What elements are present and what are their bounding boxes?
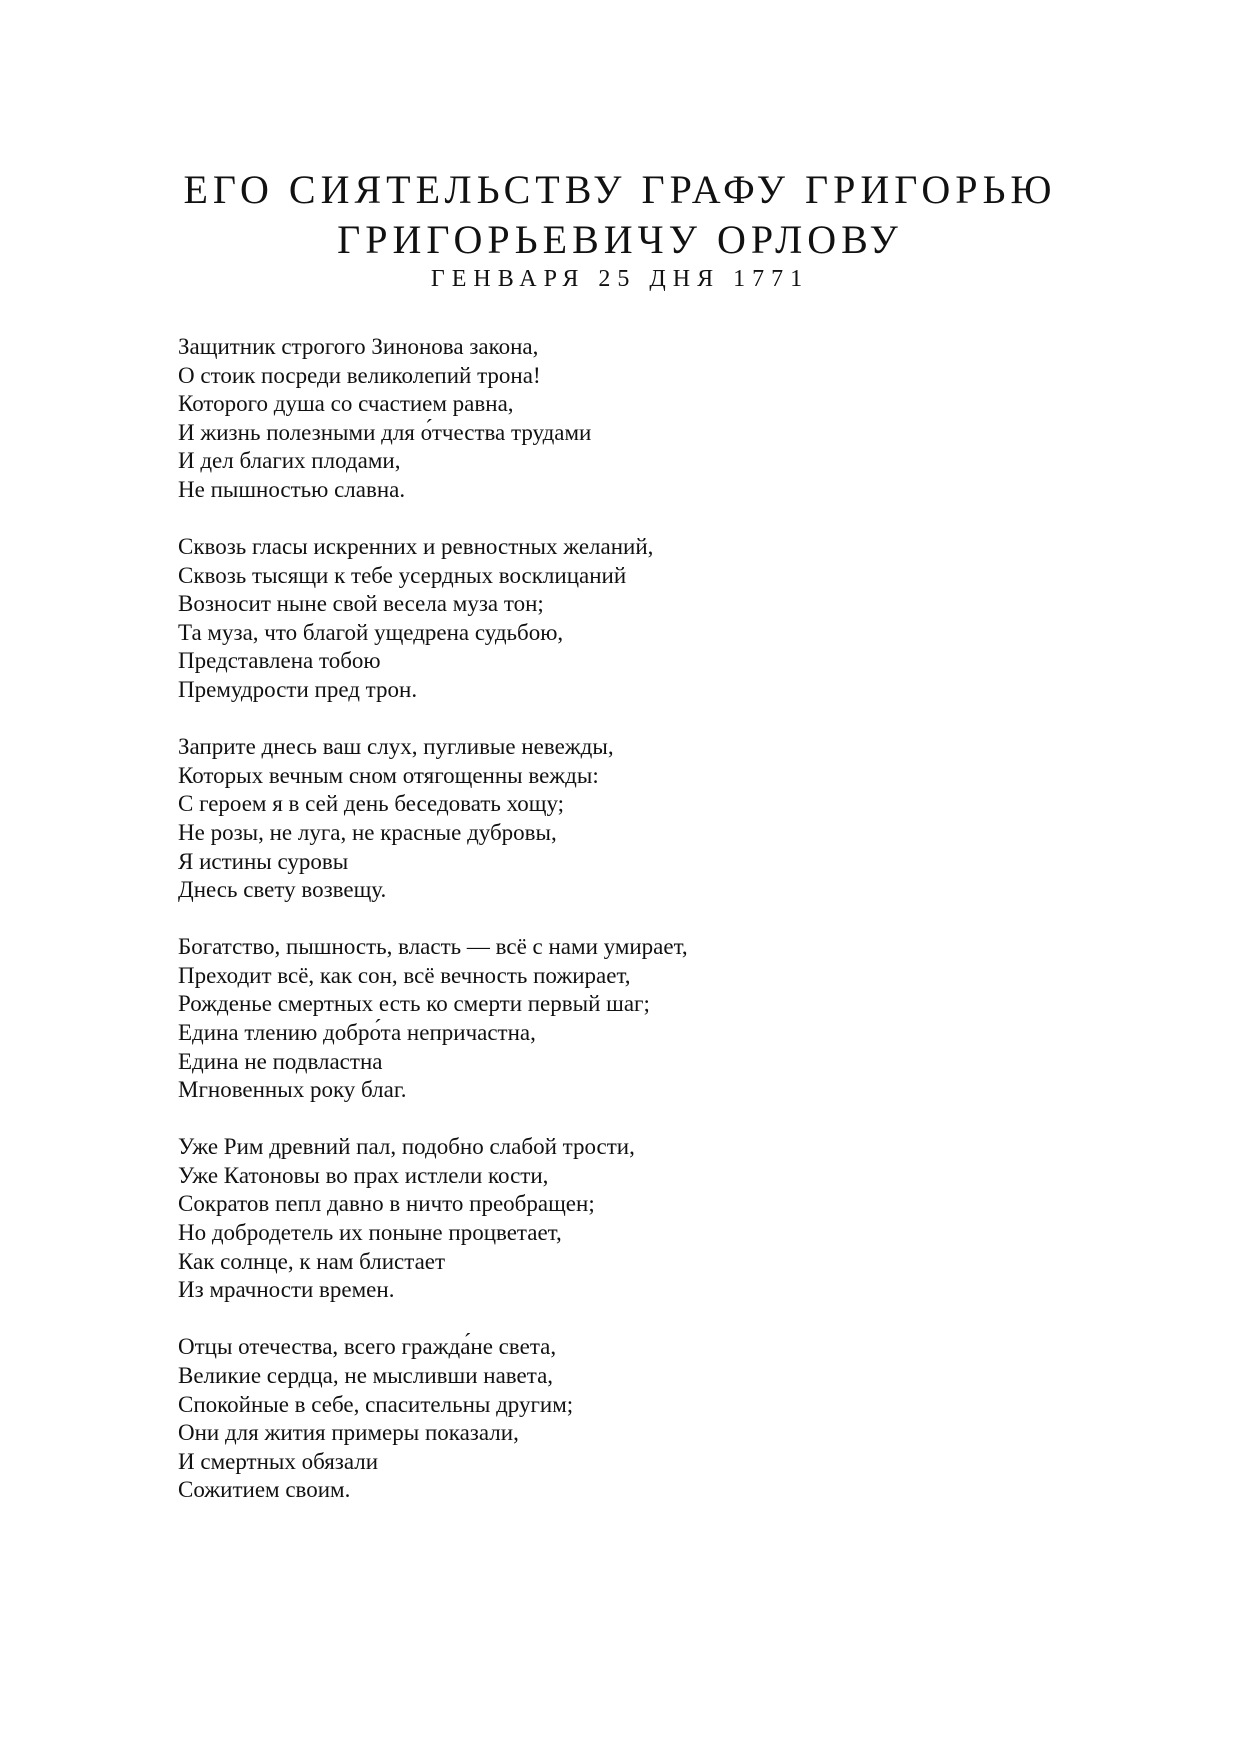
verse-line: Спокойные в себе, спасительны другим; [178, 1391, 574, 1417]
verse-line: О стоик посреди великолепий трона! [178, 362, 541, 388]
verse-line: Преходит всё, как сон, всё вечность пожирает, [178, 962, 631, 988]
stanza-6 [178, 1333, 1078, 1505]
verse-line: Я истины суровы [178, 848, 349, 874]
verse-line: Но добродетель их поныне процветает, [178, 1220, 562, 1246]
verse-line: И смертных обязали [178, 1448, 379, 1474]
verse-line: И жизнь полезными для о́тчества трудами [178, 419, 592, 445]
verse-line: Из мрачности времен. [178, 1277, 395, 1303]
verse-line: Сквозь тысящи к тебе усердных восклицаний [178, 562, 627, 588]
verse-line: Уже Рим древний пал, подобно слабой трости, [178, 1134, 635, 1160]
poem-body [178, 333, 1078, 1533]
stanza-5 [178, 1133, 1078, 1305]
verse-line: Заприте днесь ваш слух, пугливые невежды, [178, 734, 614, 760]
verse-line: Премудрости пред трон. [178, 677, 418, 703]
verse-line: Та муза, что благой ущедрена судьбою, [178, 619, 564, 645]
poem-header [0, 165, 1240, 294]
verse-line: Отцы отечества, всего гражда́не света, [178, 1334, 557, 1360]
verse-line: Которого душа со счастием равна, [178, 391, 514, 417]
verse-line: Рожденье смертных есть ко смерти первый шаг; [178, 991, 650, 1017]
verse-line: Они для жития примеры показали, [178, 1420, 519, 1446]
verse-line: Представлена тобою [178, 648, 381, 674]
verse-line: Мгновенных року благ. [178, 1077, 407, 1103]
verse-line: С героем я в сей день беседовать хощу; [178, 791, 565, 817]
verse-line: И дел благих плодами, [178, 448, 401, 474]
verse-line: Защитник строгого Зинонова закона, [178, 334, 539, 359]
verse-line: Сожитием своим. [178, 1477, 351, 1503]
verse-line: Не пышностью славна. [178, 476, 406, 502]
verse-line: Как солнце, к нам блистает [178, 1248, 446, 1274]
verse-line: Богатство, пышность, власть — всё с нами умирает, [178, 934, 688, 960]
title-line-1: ЕГО СИЯТЕЛЬСТВУ ГРАФУ ГРИГОРЬЮ [183, 167, 1057, 212]
verse-line: Сократов пепл давно в ничто преобращен; [178, 1191, 595, 1217]
verse-line: Не розы, не луга, не красные дубровы, [178, 819, 557, 845]
verse-line: Которых вечным сном отягощенны вежды: [178, 762, 599, 788]
verse-line: Сквозь гласы искренних и ревностных желаний, [178, 534, 654, 560]
date-line: ГЕНВАРЯ 25 ДНЯ 1771 [430, 266, 810, 292]
verse-line: Едина тлению добро́та непричастна, [178, 1019, 536, 1045]
verse-line: Великие сердца, не мысливши навета, [178, 1362, 554, 1388]
verse-line: Едина не подвластна [178, 1048, 383, 1074]
stanza-2 [178, 533, 1078, 705]
stanza-3 [178, 733, 1078, 905]
verse-line: Уже Катоновы во прах истлели кости, [178, 1162, 549, 1188]
title-line-2: ГРИГОРЬЕВИЧУ ОРЛОВУ [337, 217, 903, 262]
stanza-1 [178, 333, 1078, 505]
verse-line: Возносит ныне свой весела муза тон; [178, 591, 544, 617]
verse-line: Днесь свету возвещу. [178, 877, 387, 903]
stanza-4 [178, 933, 1078, 1105]
